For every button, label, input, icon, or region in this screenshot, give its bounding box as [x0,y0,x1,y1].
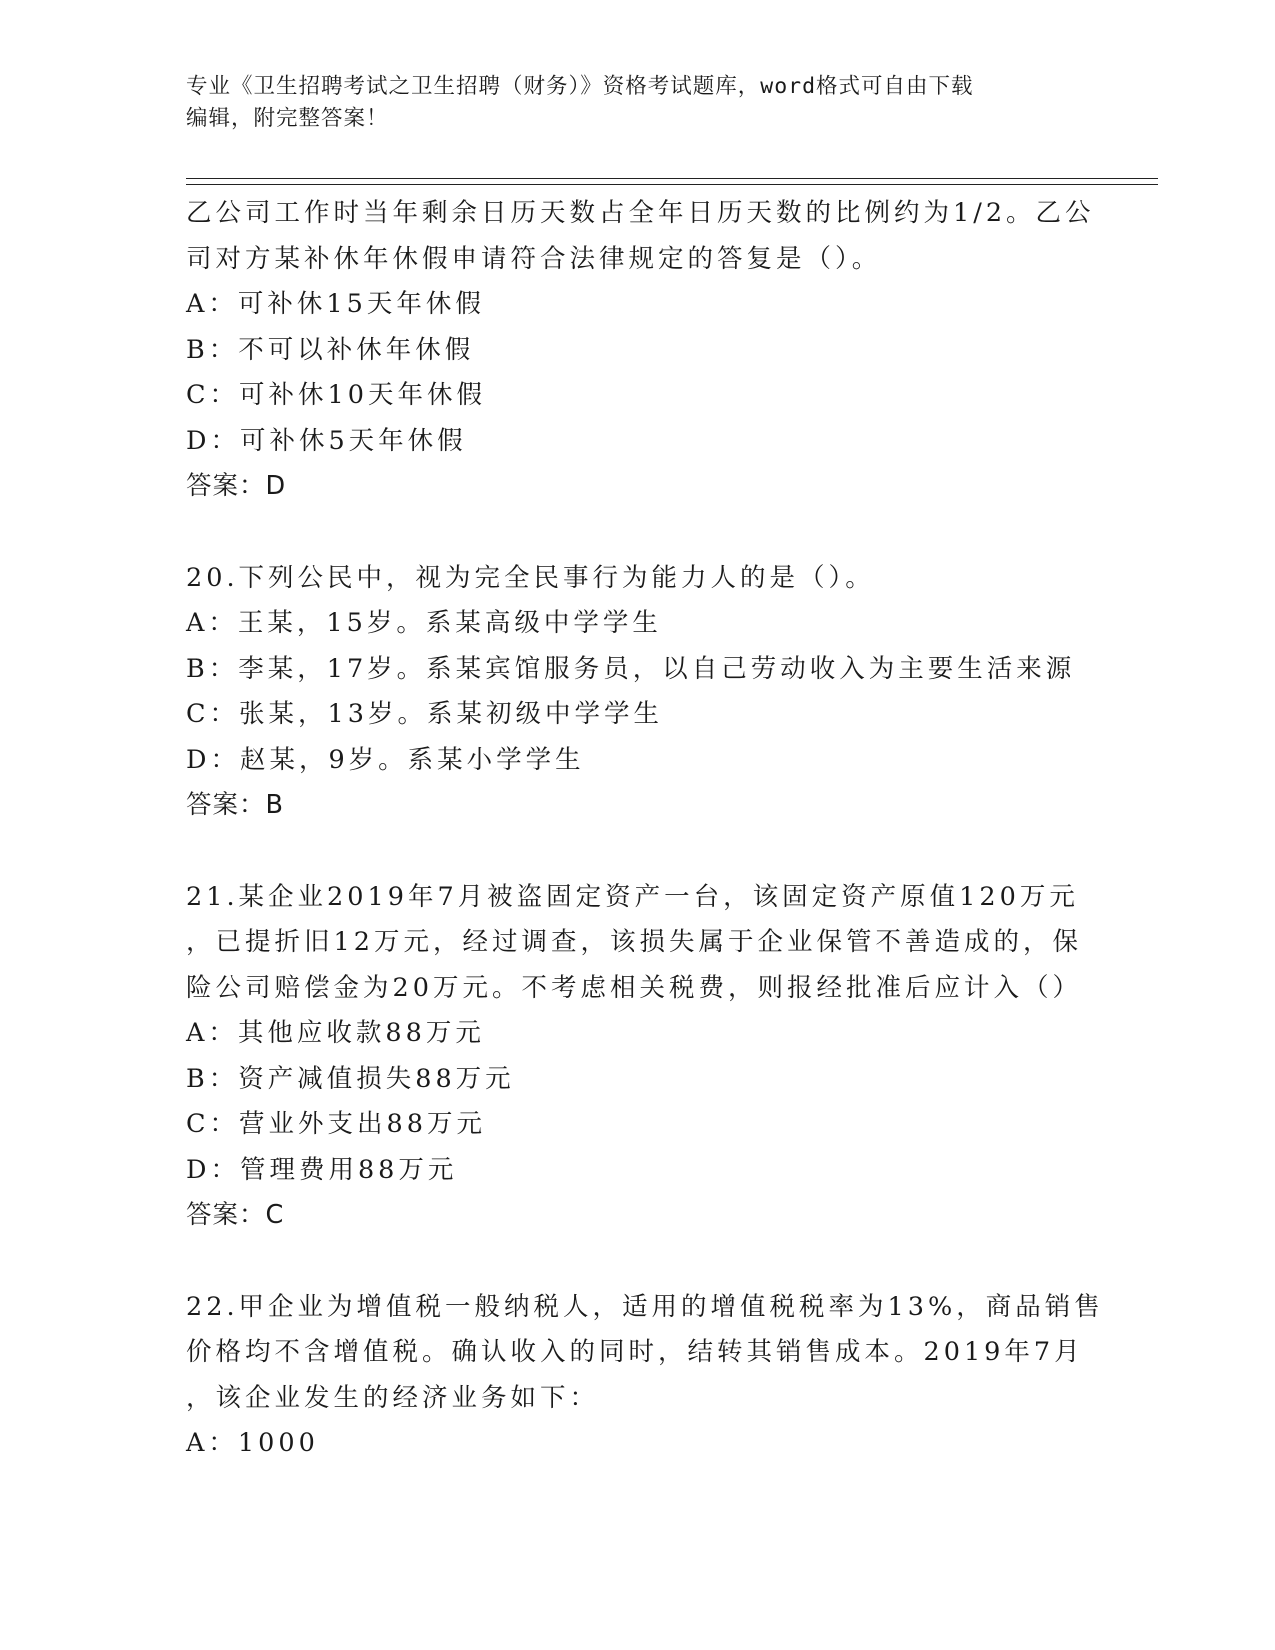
option-d: D：可补休5天年休假 [186,425,467,456]
question-22 [186,1285,1104,1467]
answer-line: 答案：C [186,1200,285,1230]
question-stem: 价格均不含增值税。确认收入的同时，结转其销售成本。2019年7月 [186,1337,1084,1367]
question-stem: 22.甲企业为增值税一般纳税人，适用的增值税税率为13%，商品销售 [186,1291,1104,1322]
option-d: D：管理费用88万元 [186,1154,458,1185]
option-c: C：营业外支出88万元 [186,1109,486,1139]
header-divider-bottom [186,184,1158,185]
option-b: B：不可以补休年休假 [186,334,475,365]
question-stem: ，已提折旧12万元，经过调查，该损失属于企业保管不善造成的，保 [186,927,1082,957]
question-stem: 险公司赔偿金为20万元。不考虑相关税费，则报经批准后应计入（） [186,972,1082,1003]
document-header [186,71,1086,135]
option-a: A：可补休15天年休假 [186,289,485,319]
question-stem: 20.下列公民中，视为完全民事行为能力人的是（）。 [186,562,875,593]
question-stem: 司对方某补休年休假申请符合法律规定的答复是（）。 [186,243,882,274]
option-b: B：资产减值损失88万元 [186,1063,515,1094]
question-20 [186,556,1086,829]
header-divider-top [186,178,1158,179]
header-line-2: 编辑，附完整答案！ [186,106,389,131]
question-list [186,191,1104,1467]
answer-line: 答案：D [186,471,287,501]
option-c: C：可补休10天年休假 [186,380,486,410]
question-19 [186,191,1095,510]
question-stem: 21.某企业2019年7月被盗固定资产一台，该固定资产原值120万元 [186,881,1079,912]
question-21 [186,875,1086,1239]
option-d: D：赵某，9岁。系某小学学生 [186,744,585,775]
option-a: A：1000 [186,1428,319,1458]
header-line-1: 专业《卫生招聘考试之卫生招聘（财务）》资格考试题库，word格式可自由下载 [186,74,974,99]
option-c: C：张某，13岁。系某初级中学学生 [186,699,663,729]
option-b: B：李某，17岁。系某宾馆服务员，以自己劳动收入为主要生活来源 [186,653,1076,684]
option-a: A：其他应收款88万元 [186,1018,485,1048]
answer-line: 答案：B [186,790,284,820]
option-a: A：王某，15岁。系某高级中学学生 [186,608,662,638]
question-stem: ，该企业发生的经济业务如下： [186,1382,600,1413]
question-stem: 乙公司工作时当年剩余日历天数占全年日历天数的比例约为1/2。乙公 [186,198,1095,228]
